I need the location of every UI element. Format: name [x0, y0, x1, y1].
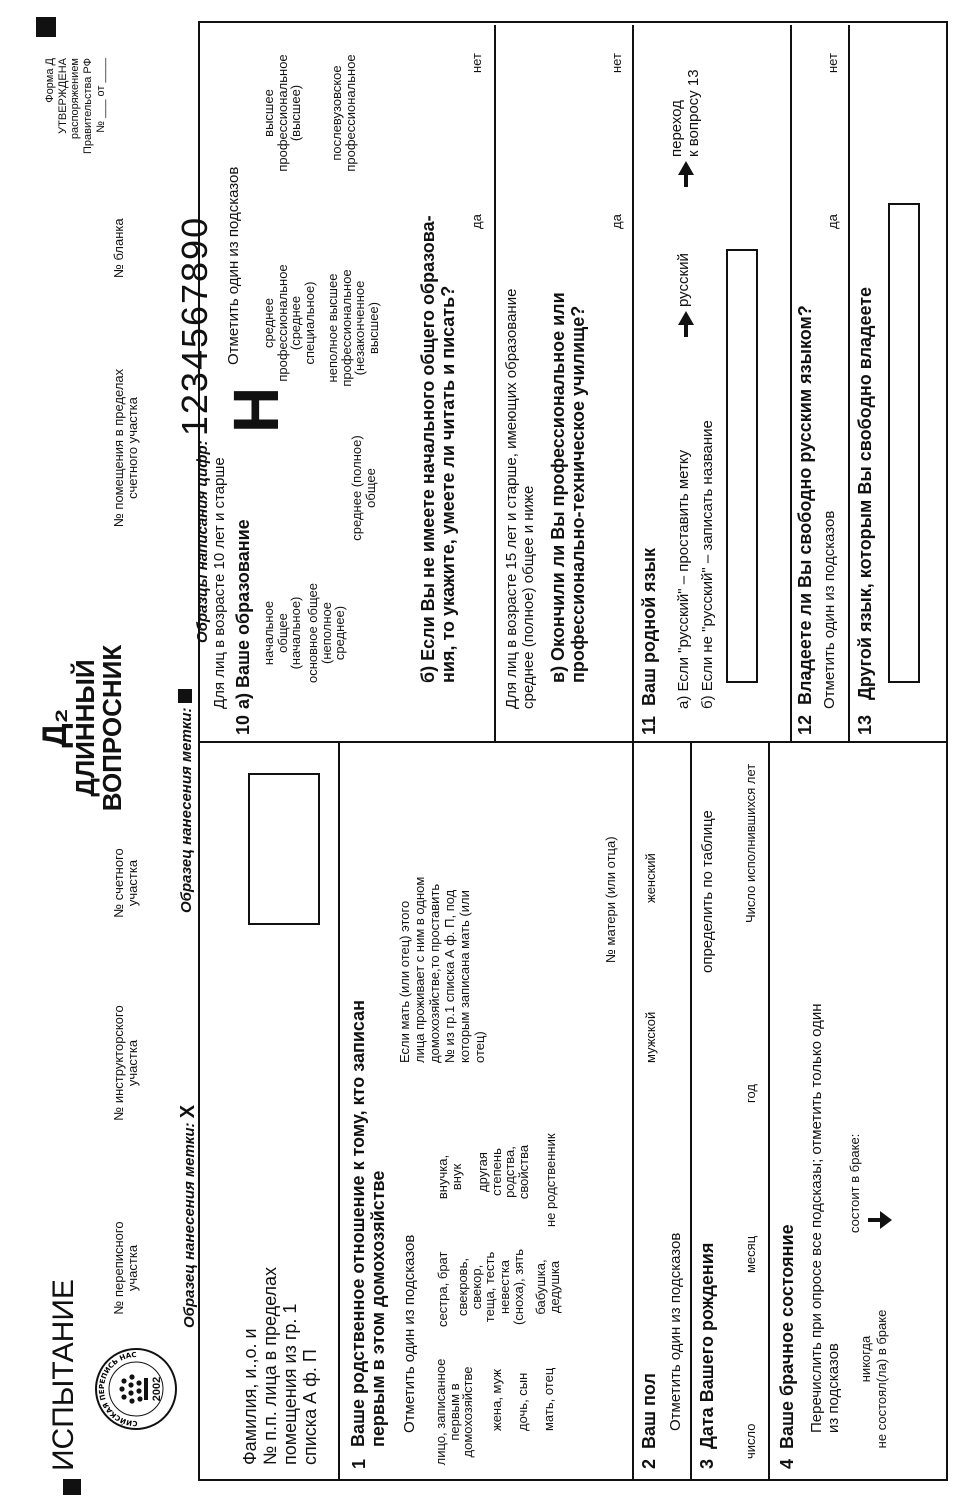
name-block: Фамилия, и.,о. и № п.п. лица в пределах помещения из гр. 1 списка А ф. П [240, 1266, 321, 1465]
q10-option-secondary-professional[interactable]: среднее профессиональное (среднее специальное) [261, 264, 317, 382]
q10-c-title: в) Окончили ли Вы профессиональное или профессионально-техническое училище? [548, 292, 589, 683]
form-code: Д₂ [36, 708, 74, 748]
q10-b-no[interactable]: нет [469, 53, 484, 73]
field-blank-number: № бланка [111, 218, 126, 278]
q10-option-primary[interactable]: начальное общее (начальное) [261, 596, 304, 670]
q4-title: 4 Ваше брачное состояние [777, 1224, 797, 1469]
q10-title: а) Ваше образование [233, 519, 253, 709]
sample-digits: Образцы написания цифр: 1234567890 [174, 215, 215, 643]
down-arrow-icon [868, 1209, 894, 1231]
q10-c-no[interactable]: нет [609, 53, 624, 73]
q12-no[interactable]: нет [825, 53, 840, 73]
q11-jump-note: переход к вопросу 13 [668, 69, 703, 157]
q3-age-label[interactable]: Число исполнившихся лет [743, 763, 758, 923]
q1-option-sibling: сестра, брат [435, 1251, 450, 1327]
q10-hint: Отметить один из подсказов [225, 166, 242, 365]
form-title-line-2: ВОПРОСНИК [97, 644, 128, 812]
q10-option-postgraduate[interactable]: послевузовское профессиональное [329, 54, 358, 172]
q3-month-label[interactable]: месяц [743, 1235, 758, 1273]
q1-option-grandchild: внучка, внук [435, 1154, 464, 1200]
divider-after-name [338, 741, 340, 1481]
divider-after-q12 [848, 25, 850, 743]
q10-b-title: б) Если Вы не имеете начального общего образова- ния, то укажите, умеете ли читать и писать? [418, 215, 459, 683]
approval-block: Форма Д УТВЕРЖДЕНА распоряжением Правительства РФ № ___ от ____ [44, 58, 107, 154]
divider-after-q2 [690, 741, 692, 1481]
logo-arc-text: СИЙСКАЯ ПЕРЕПИСЬ НАС [97, 1350, 138, 1428]
q11-option-a: а) Если "русский" – проставить метку [675, 449, 692, 709]
q1-option-head: лицо, записанное первым в домохозяйстве [433, 1358, 476, 1466]
q12-hint: Отметить один из подсказов [821, 510, 838, 709]
q1-option-in-laws: свекровь, свекор, теща, тесть [455, 1251, 498, 1323]
q10-option-basic[interactable]: основное общее (неполное среднее) [305, 583, 348, 683]
q13-language-field[interactable] [888, 203, 920, 683]
divider-q10b [494, 25, 496, 743]
q10-c-yes[interactable]: да [609, 214, 624, 229]
q10-option-secondary-general[interactable]: среднее (полное) общее [349, 435, 378, 541]
q1-hint: Отметить один из подсказов [401, 1234, 418, 1433]
census-logo [92, 1345, 180, 1433]
registration-mark-top-right [36, 17, 56, 37]
q4-option-married[interactable]: состоит в браке: [847, 1133, 862, 1233]
q1-mother-note: Если мать (или отец) этого лица проживает с ним в одном домохозяйстве,то проставить № из гр.1 списка А ф. П, под которым записана мать (или отец) [397, 876, 487, 1063]
registration-mark-top-left [63, 1479, 81, 1495]
q10-letter-h: Н [220, 386, 292, 433]
q10-number: 10 [233, 714, 253, 735]
q10-c-note: Для лиц в возрасте 15 лет и старше, имеющих образование среднее (полное) общее и ниже [503, 288, 537, 709]
q1-option-grandparent: бабушка, дедушка [533, 1259, 562, 1315]
right-arrow-icon [678, 311, 694, 337]
q10-b-yes[interactable]: да [469, 214, 484, 229]
jump-arrow-icon [678, 161, 694, 187]
q11-russian[interactable]: русский [675, 253, 692, 307]
q11-title: 11 Ваш родной язык [639, 547, 659, 735]
q10-option-higher[interactable]: высшее профессиональное (высшее) [261, 54, 304, 172]
q1-number: 1 [349, 1458, 369, 1469]
trial-stamp: ИСПЫТАНИЕ [47, 1279, 80, 1471]
q1-option-spouse: жена, муж [489, 1369, 504, 1431]
q2-hint: Отметить один из подсказов [667, 1232, 684, 1431]
sample-mark-2: Образец нанесения метки: [178, 689, 195, 913]
field-counting-district: № счетного участка [111, 848, 140, 918]
q4-hint: Перечислить при опросе все подсказы; отметить только один из подсказов [808, 1003, 843, 1433]
q1-option-daughter-in-law: невестка (сноха), зять [497, 1249, 526, 1325]
q1-mother-number-label: № матери (или отца) [603, 836, 618, 963]
q12-yes[interactable]: да [825, 214, 840, 229]
q3-hint: определить по таблице [699, 810, 716, 973]
sample-mark-1: Образец нанесения метки: X [177, 1104, 199, 1328]
logo-year: 2002 [151, 1376, 163, 1402]
column-divider [198, 741, 946, 743]
q12-title: 12 Владеете ли Вы свободно русским языком? [795, 305, 815, 735]
divider-after-q3 [768, 741, 770, 1481]
q10-age-note: Для лиц в возрасте 10 лет и старше [211, 457, 228, 709]
q4-option-never-married[interactable]: никогда не состоял(ла) в браке [858, 1309, 889, 1449]
q11-option-b: б) Если не "русский" – записать название [699, 420, 716, 709]
q1-option-other-relative: другая степень родства, свойства [475, 1144, 531, 1200]
field-room-number: № помещения в пределах счетного участка [111, 368, 140, 528]
field-census-district: № переписного участка [111, 1221, 140, 1315]
form-title [38, 643, 127, 813]
field-instructor-district: № инструкторского участка [111, 1005, 140, 1121]
divider-after-q1 [632, 741, 634, 1481]
q1-option-not-relative: не родственник [543, 1133, 558, 1227]
q1-option-child: дочь, сын [515, 1372, 530, 1431]
q2-title: 2 Ваш пол [639, 1373, 659, 1469]
q3-day-label[interactable]: число [743, 1423, 758, 1459]
q1-option-parent: мать, отец [541, 1367, 556, 1431]
q3-year-label[interactable]: год [743, 1084, 758, 1103]
name-entry-field[interactable] [248, 773, 320, 925]
form-title-line-1: ДЛИННЫЙ [70, 659, 100, 797]
divider-after-q10 [632, 25, 634, 743]
q3-title: 3 Дата Вашего рождения [697, 1242, 717, 1469]
q2-option-male[interactable]: мужской [643, 1011, 658, 1063]
divider-after-q11 [790, 25, 792, 743]
q10-option-incomplete-higher[interactable]: неполное высшее профессиональное (незаконченное высшее) [325, 269, 381, 387]
q11-language-field[interactable] [726, 249, 758, 683]
q2-option-female[interactable]: женский [643, 853, 658, 903]
q13-title: 13 Другой язык, которым Вы свободно владеете [855, 286, 875, 735]
sample-filled-square [178, 689, 192, 703]
q1-title: Ваше родственное отношение к тому, кто записан первым в этом домохозяйстве [348, 999, 389, 1447]
